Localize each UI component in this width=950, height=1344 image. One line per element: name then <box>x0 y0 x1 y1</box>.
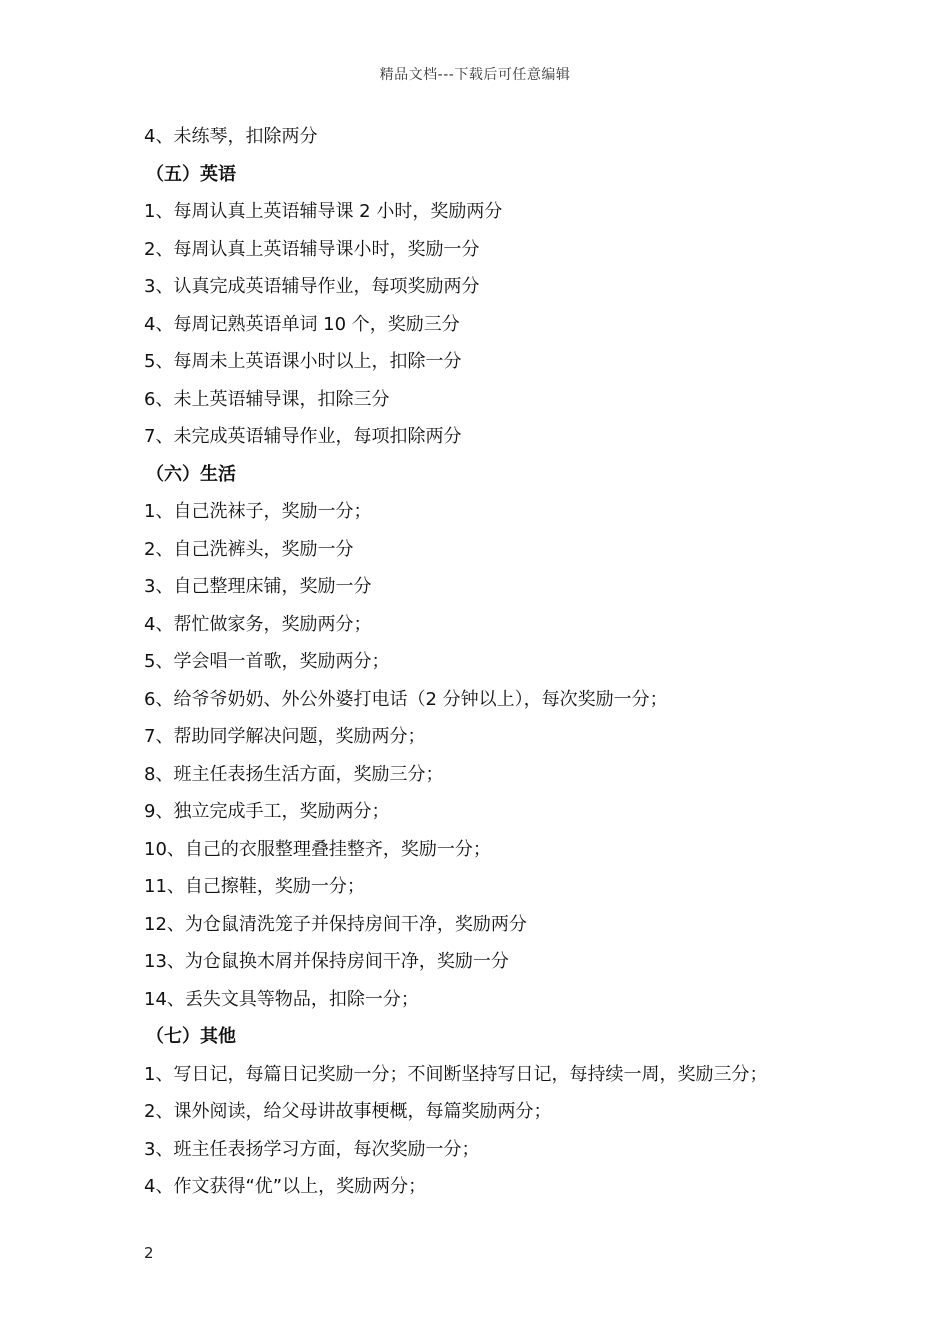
section-heading: （七）其他 <box>146 1026 236 1047</box>
section-heading: （六）生活 <box>146 463 236 485</box>
list-item: 3、班主任表扬学习方面，每次奖励一分； <box>144 1138 480 1160</box>
list-item: 2、每周认真上英语辅导课小时，奖励一分 <box>144 238 480 260</box>
list-item: 10、自己的衣服整理叠挂整齐，奖励一分； <box>144 838 491 860</box>
section-heading: （五）英语 <box>146 163 236 185</box>
list-item: 1、写日记，每篇日记奖励一分；不间断坚持写日记，每持续一周，奖励三分； <box>144 1063 768 1085</box>
list-item: 14、丢失文具等物品，扣除一分； <box>144 988 419 1010</box>
list-item: 6、给爷爷奶奶、外公外婆打电话（2 分钟以上），每次奖励一分； <box>144 688 668 710</box>
list-item: 9、独立完成手工，奖励两分； <box>144 801 390 822</box>
list-item: 3、认真完成英语辅导作业，每项奖励两分 <box>144 276 480 297</box>
list-item: 2、自己洗裤头，奖励一分 <box>144 538 354 560</box>
document-body <box>144 118 864 1206</box>
list-item: 12、为仓鼠清洗笼子并保持房间干净，奖励两分 <box>144 913 527 935</box>
list-item: 5、学会唱一首歌，奖励两分； <box>144 651 390 672</box>
list-item: 7、未完成英语辅导作业，每项扣除两分 <box>144 426 462 447</box>
list-item: 2、课外阅读，给父母讲故事梗概，每篇奖励两分； <box>144 1101 552 1122</box>
list-item: 8、班主任表扬生活方面，奖励三分； <box>144 763 444 785</box>
list-item: 13、为仓鼠换木屑并保持房间干净，奖励一分 <box>144 951 509 972</box>
list-item: 5、每周未上英语课小时以上，扣除一分 <box>144 351 462 372</box>
page-header: 精品文档---下载后可任意编辑 <box>379 67 571 83</box>
page-number: 2 <box>144 1244 154 1262</box>
list-item: 11、自己擦鞋，奖励一分； <box>144 876 365 897</box>
list-item: 3、自己整理床铺，奖励一分 <box>144 576 372 597</box>
list-item: 6、未上英语辅导课，扣除三分 <box>144 388 390 410</box>
list-item: 4、作文获得“优”以上，奖励两分； <box>144 1176 427 1197</box>
list-item: 4、未练琴，扣除两分 <box>144 126 318 147</box>
list-item: 4、帮忙做家务，奖励两分； <box>144 613 372 635</box>
list-item: 1、自己洗袜子，奖励一分； <box>144 501 372 522</box>
list-item: 4、每周记熟英语单词 10 个，奖励三分 <box>144 313 460 335</box>
list-item: 1、每周认真上英语辅导课 2 小时，奖励两分 <box>144 201 503 222</box>
list-item: 7、帮助同学解决问题，奖励两分； <box>144 726 426 747</box>
